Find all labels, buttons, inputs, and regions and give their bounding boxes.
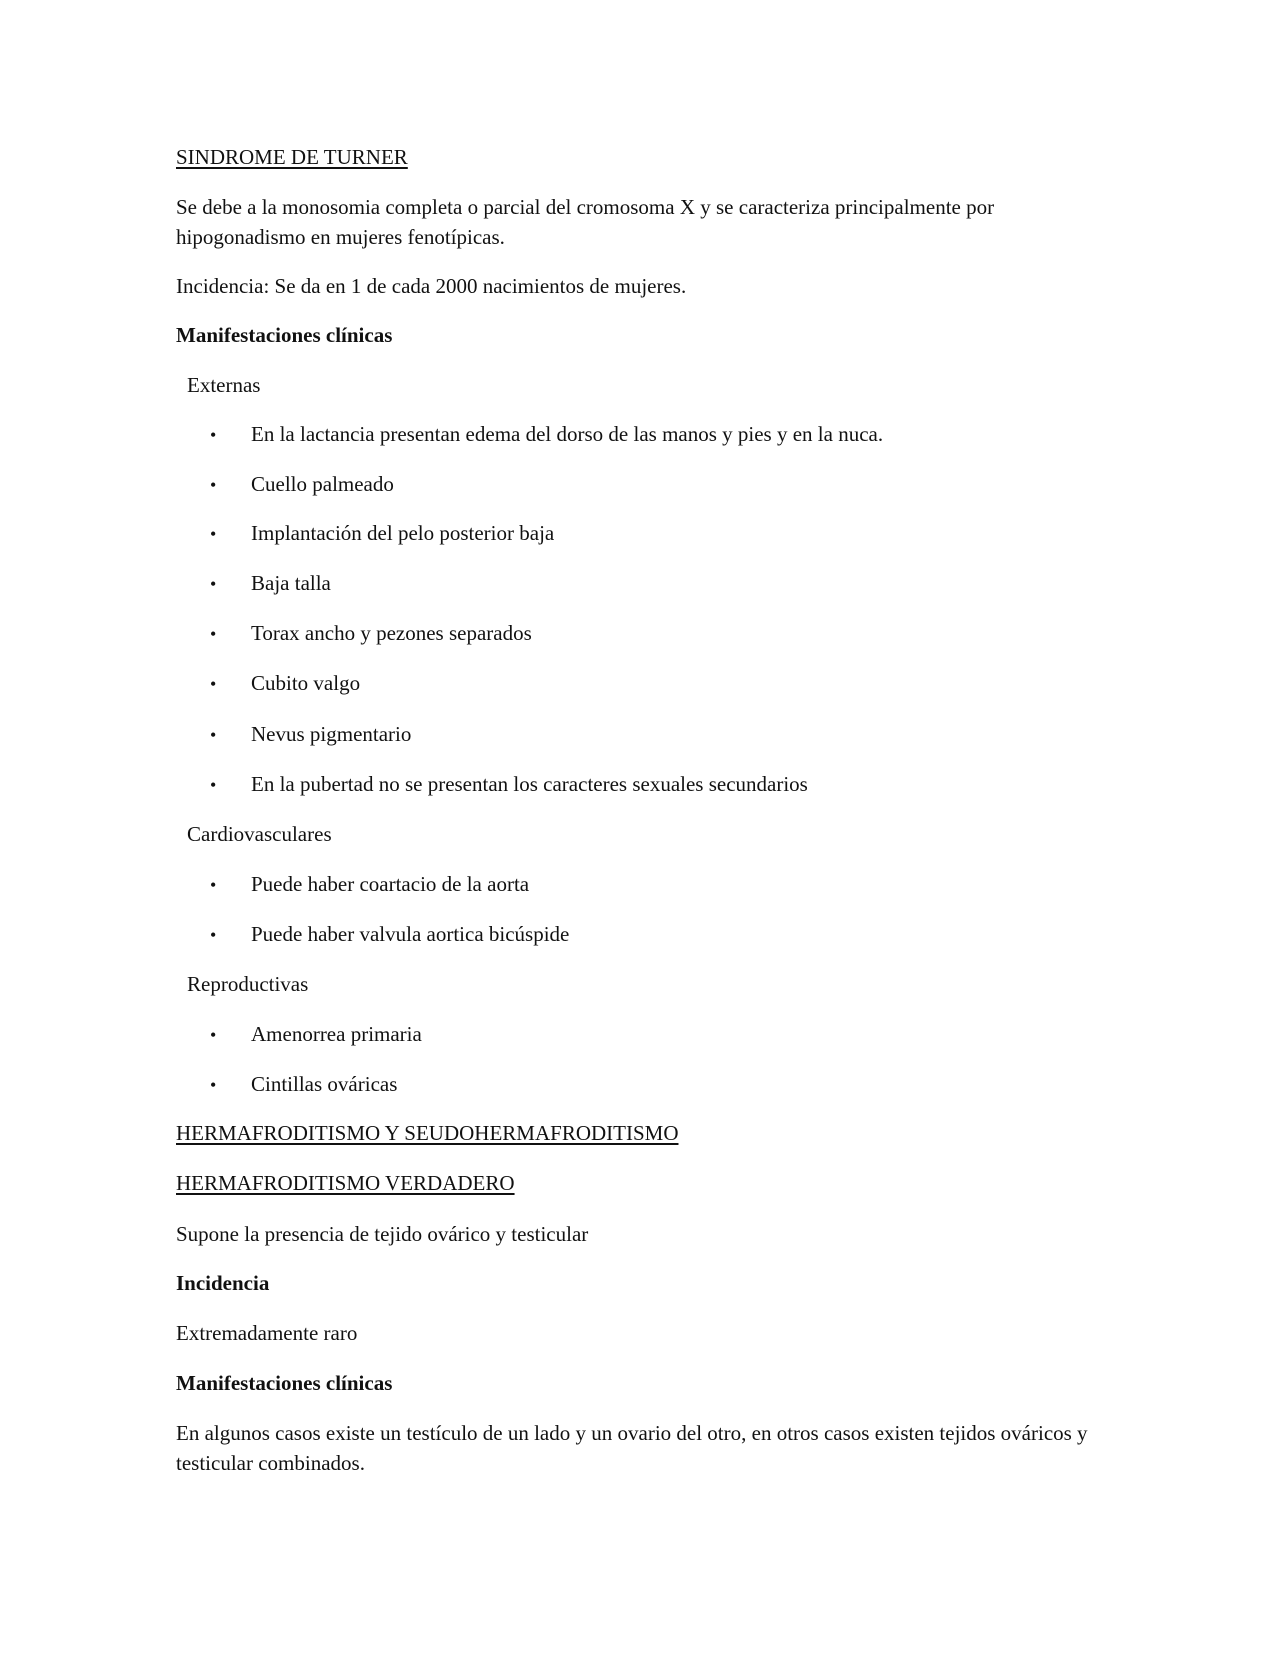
bullet-icon: •	[210, 725, 217, 745]
list-item	[210, 469, 394, 500]
bullet-icon: •	[210, 674, 217, 694]
bullet-icon: •	[210, 425, 217, 445]
list-item	[210, 419, 884, 450]
list-item	[210, 668, 361, 699]
bullet-icon: •	[210, 1075, 217, 1095]
list-item-text: Puede haber coartacio de la aorta	[251, 872, 530, 896]
herma-clinical-text: En algunos casos existe un testículo de un lado y un ovario del otro, en otros casos existen tejidos ováricos y testicular combinados.	[176, 1421, 1088, 1475]
list-item	[210, 618, 532, 649]
externas-label: Externas	[187, 373, 261, 397]
list-item-text: Amenorrea primaria	[251, 1022, 422, 1046]
list-item-text: Torax ancho y pezones separados	[251, 621, 532, 645]
turner-incidence: Incidencia: Se da en 1 de cada 2000 nacimientos de mujeres.	[176, 274, 687, 298]
list-item-text: Cubito valgo	[251, 671, 361, 695]
list-item-text: En la pubertad no se presentan los caracteres sexuales secundarios	[251, 772, 808, 796]
list-item	[210, 568, 331, 599]
herma-clinical-heading: Manifestaciones clínicas	[176, 1371, 393, 1395]
list-item-text: Cintillas ováricas	[251, 1072, 398, 1096]
list-item	[210, 719, 412, 750]
bullet-icon: •	[210, 875, 217, 895]
list-item-text: Nevus pigmentario	[251, 722, 412, 746]
list-item	[210, 919, 570, 950]
turner-clinical-heading: Manifestaciones clínicas	[176, 323, 393, 347]
cardio-label: Cardiovasculares	[187, 822, 332, 846]
list-item-text: En la lactancia presentan edema del dorso de las manos y pies y en la nuca.	[251, 422, 884, 446]
list-item	[210, 1019, 422, 1050]
herma-subtitle: HERMAFRODITISMO VERDADERO	[176, 1171, 515, 1195]
turner-title: SINDROME DE TURNER	[176, 145, 408, 169]
bullet-icon: •	[210, 524, 217, 544]
bullet-icon: •	[210, 574, 217, 594]
list-item	[210, 769, 808, 800]
herma-incidence-text: Extremadamente raro	[176, 1321, 358, 1345]
bullet-icon: •	[210, 475, 217, 495]
bullet-icon: •	[210, 925, 217, 945]
bullet-icon: •	[210, 1025, 217, 1045]
list-item-text: Implantación del pelo posterior baja	[251, 521, 555, 545]
herma-incidence-heading: Incidencia	[176, 1271, 270, 1295]
herma-title: HERMAFRODITISMO Y SEUDOHERMAFRODITISMO	[176, 1121, 679, 1145]
list-item	[210, 518, 555, 549]
turner-intro: Se debe a la monosomia completa o parcial del cromosoma X y se caracteriza principalmente por hipogonadismo en mujeres fenotípicas.	[176, 195, 995, 249]
list-item-text: Baja talla	[251, 571, 331, 595]
bullet-icon: •	[210, 624, 217, 644]
bullet-icon: •	[210, 775, 217, 795]
list-item-text: Cuello palmeado	[251, 472, 394, 496]
list-item-text: Puede haber valvula aortica bicúspide	[251, 922, 570, 946]
herma-definition: Supone la presencia de tejido ovárico y testicular	[176, 1222, 589, 1246]
list-item	[210, 1069, 398, 1100]
repro-label: Reproductivas	[187, 972, 309, 996]
list-item	[210, 869, 530, 900]
